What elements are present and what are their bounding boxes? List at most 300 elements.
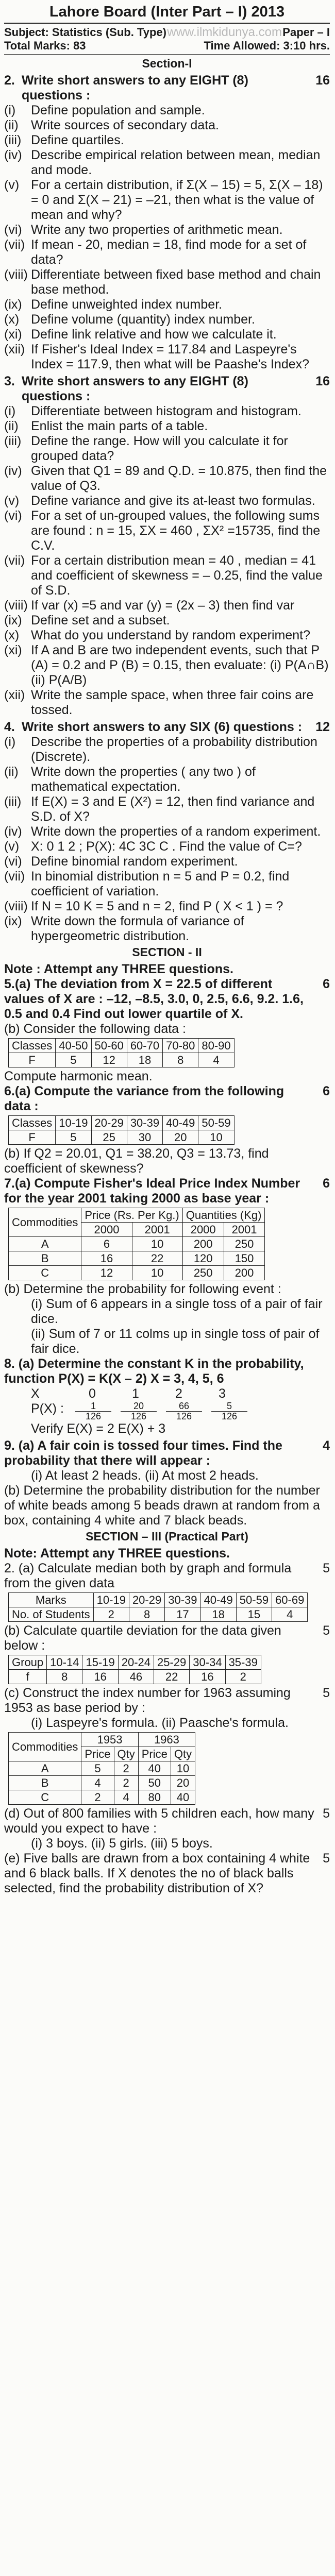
item-number: (xi): [4, 327, 22, 342]
table-cell: 25: [91, 1130, 127, 1145]
table-row: [9, 1761, 195, 1776]
table-cell: 30-39: [165, 1593, 200, 1607]
table-cell: 2: [114, 1761, 138, 1776]
table-cell: 6: [81, 1237, 132, 1251]
s3-q2b-marks: 5: [323, 1623, 330, 1638]
item-number: (vi): [4, 854, 22, 869]
table-cell: 50: [138, 1776, 171, 1790]
item-number: (x): [4, 312, 20, 327]
table-cell: C: [9, 1266, 81, 1280]
question-item: [4, 869, 330, 899]
paper-label: Paper – I: [282, 26, 330, 39]
question-number: 3.: [4, 374, 15, 388]
fraction-numerator: 1: [75, 1401, 111, 1412]
item-text: Write down the properties of a random experiment.: [31, 824, 321, 839]
table-cell: 8: [129, 1607, 164, 1622]
item-text: Write down the formula of variance of hypergeometric distribution.: [31, 914, 244, 943]
item-number: (vi): [4, 223, 22, 237]
item-text: Given that Q1 = 89 and Q.D. = 10.875, then find the value of Q3.: [31, 464, 327, 493]
question-title: Write short answers to any SIX (6) questions :: [22, 720, 303, 734]
table-cell: 2000: [81, 1223, 132, 1237]
table-cell: 18: [200, 1607, 236, 1622]
item-text: In binomial distribution n = 5 and P = 0.2, find coefficient of variation.: [31, 869, 290, 899]
s3-q2d-parts: (i) 3 boys. (ii) 5 girls. (iii) 5 boys.: [31, 1836, 213, 1851]
question-item: [4, 223, 330, 238]
fraction-numerator: 5: [211, 1401, 247, 1412]
table-cell: 12: [81, 1266, 132, 1280]
q7b-ii: (ii) Sum of 7 or 11 colms up in single toss of pair of fair dice.: [31, 1327, 320, 1356]
item-text: If Fisher's Ideal Index = 117.84 and Laspeyre's Index = 117.9, then what will be Paashe's Index?: [31, 342, 310, 371]
watermark: www.ilmkidunya.com: [167, 25, 282, 39]
section-2-note: Note : Attempt any THREE questions.: [4, 962, 233, 976]
q7b-i: (i) Sum of 6 appears in a single toss of a pair of fair dice.: [31, 1297, 323, 1326]
table-cell: 4: [198, 1053, 234, 1067]
table-cell: Price: [138, 1747, 171, 1761]
s3-q2a-text: 2. (a) Calculate median both by graph and formula from the given data: [4, 1561, 292, 1590]
table-header: Price (Rs. Per Kg.): [81, 1208, 182, 1223]
table-row: [9, 1790, 195, 1805]
fraction-denominator: 126: [130, 1411, 147, 1421]
item-text: Define link relative and how we calculate it.: [31, 327, 277, 342]
question-item: [4, 598, 330, 613]
q8-p-label: P(X) :: [31, 1401, 64, 1416]
table-cell: 5: [81, 1761, 114, 1776]
item-text: Define unweighted index number.: [31, 297, 223, 312]
item-text: For a certain distribution, if Σ(X – 15) = 5, Σ(X – 18) = 0 and Σ(X – 21) = –21, then what is the value of mean and why?: [31, 178, 323, 222]
item-number: (vii): [4, 553, 25, 568]
item-number: (viii): [4, 899, 28, 913]
s3-q2b-text: (b) Calculate quartile deviation for the data given below :: [4, 1623, 281, 1653]
s3-q2c-marks: 5: [323, 1686, 330, 1700]
question-item: [4, 267, 330, 297]
s3-q2e-text: (e) Five balls are drawn from a box containing 4 white and 6 black balls. If X denotes the no of black balls selected, find the probability distribution of X?: [4, 1851, 310, 1895]
q6a-table: [8, 1115, 234, 1145]
table-cell: 10: [171, 1761, 195, 1776]
question-item: [4, 688, 330, 718]
table-cell: 2: [225, 1670, 261, 1684]
question-item: [4, 914, 330, 944]
table-cell: 30: [127, 1130, 162, 1145]
total-marks: Total Marks: 83: [4, 39, 86, 52]
item-number: (viii): [4, 598, 28, 613]
q7a-block: [4, 1176, 330, 1206]
item-number: (iv): [4, 148, 22, 162]
question-marks: 12: [315, 720, 330, 734]
item-text: Define population and sample.: [31, 103, 205, 117]
table-cell: 20: [171, 1776, 195, 1790]
question-item: [4, 419, 330, 434]
item-text: Define volume (quantity) index number.: [31, 312, 255, 327]
question-item: [4, 434, 330, 464]
q8-probability-fraction: [166, 1401, 202, 1421]
q7a-text: 7.(a) Compute Fisher's Ideal Price Index Number for the year 2001 taking 2000 as base year :: [4, 1176, 300, 1206]
s3-q2e-block: [4, 1851, 330, 1896]
q7a-marks: 6: [323, 1176, 330, 1191]
s3-q2c-block: [4, 1686, 330, 1716]
item-number: (v): [4, 839, 20, 854]
table-cell: F: [9, 1130, 56, 1145]
item-number: (ii): [4, 118, 19, 132]
table-cell: 50-60: [91, 1039, 127, 1053]
q8-probability-fraction: [211, 1401, 247, 1421]
table-cell: 70-80: [163, 1039, 198, 1053]
item-number: (i): [4, 103, 16, 117]
table-cell: 15: [236, 1607, 272, 1622]
table-cell: 20: [163, 1130, 198, 1145]
item-text: What do you understand by random experiment?: [31, 628, 310, 642]
item-number: (v): [4, 178, 20, 192]
q6a-block: [4, 1084, 330, 1114]
q8-p-row: [4, 1401, 330, 1421]
q8a-text: 8. (a) Determine the constant K in the probability, function P(X) = K(X – 2) X = 3, 4, 5, 6: [4, 1357, 304, 1386]
table-cell: 50-59: [198, 1116, 234, 1130]
question-item: [4, 509, 330, 553]
question-3-header: [4, 374, 330, 404]
q8-x-value: 1: [132, 1386, 139, 1401]
item-number: (v): [4, 494, 20, 508]
fraction-numerator: 20: [121, 1401, 157, 1412]
item-number: (viii): [4, 267, 28, 282]
table-header: Commodities: [9, 1733, 81, 1761]
table-cell: 10: [132, 1237, 182, 1251]
table-cell: 10: [198, 1130, 234, 1145]
question-4-header: [4, 720, 330, 735]
table-cell: 4: [81, 1776, 114, 1790]
table-cell: Classes: [9, 1039, 56, 1053]
table-header: 1953: [81, 1733, 138, 1747]
item-number: (i): [4, 404, 16, 418]
q5a-marks: 6: [323, 977, 330, 991]
table-cell: 30-39: [127, 1116, 162, 1130]
table-cell: 40: [138, 1761, 171, 1776]
table-cell: Group: [9, 1655, 47, 1670]
table-header: 1963: [138, 1733, 195, 1747]
question-2-header: [4, 73, 330, 103]
table-row: [9, 1776, 195, 1790]
table-cell: 17: [165, 1607, 200, 1622]
s3-q2d-marks: 5: [323, 1806, 330, 1821]
table-cell: 20-24: [118, 1655, 154, 1670]
s3-q2a-block: [4, 1561, 330, 1591]
subject-label: Subject: Statistics (Sub. Type): [4, 26, 166, 39]
q6b-text: (b) If Q2 = 20.01, Q1 = 38.20, Q3 = 13.73, find coefficient of skewness?: [4, 1146, 269, 1176]
table-cell: Classes: [9, 1116, 56, 1130]
table-cell: 200: [182, 1237, 224, 1251]
table-cell: 2000: [182, 1223, 224, 1237]
table-cell: B: [9, 1251, 81, 1266]
s3-q2a-table: [8, 1592, 308, 1622]
q7-table: [8, 1208, 265, 1280]
question-item: [4, 613, 330, 628]
item-text: If A and B are two independent events, such that P (A) = 0.2 and P (B) = 0.15, then evaluate: (i) P(A∩B) (ii) P(A/B): [31, 643, 329, 687]
item-number: (ix): [4, 613, 22, 628]
table-cell: F: [9, 1053, 56, 1067]
item-number: (ii): [4, 765, 19, 779]
s3-q2c-text: (c) Construct the index number for 1963 assuming 1953 as base period by :: [4, 1686, 291, 1715]
table-cell: 2: [114, 1776, 138, 1790]
item-number: (vii): [4, 238, 25, 252]
table-cell: Qty: [114, 1747, 138, 1761]
table-cell: 16: [190, 1670, 225, 1684]
q9a-block: [4, 1438, 330, 1468]
item-number: (vi): [4, 509, 22, 523]
q8-verify: Verify E(X) = 2 E(X) + 3: [31, 1421, 166, 1436]
table-cell: 10-19: [56, 1116, 91, 1130]
table-cell: 18: [127, 1053, 162, 1067]
table-cell: 15-19: [82, 1655, 118, 1670]
time-allowed: Time Allowed: 3:10 hrs.: [204, 39, 330, 52]
q5a-text: 5.(a) The deviation from X = 22.5 of different values of X are : –12, –8.5, 3.0, 0, 2.5, 6.6, 9.2. 1.6, 0.5 and 0.4 Find out lower quartile of X.: [4, 977, 304, 1021]
s3-q2b-table: [8, 1655, 261, 1684]
table-cell: 20-29: [129, 1593, 164, 1607]
item-text: Define the range. How will you calculate it for grouped data?: [31, 434, 288, 463]
question-item: [4, 238, 330, 267]
question-item: [4, 178, 330, 223]
question-item: [4, 118, 330, 133]
question-item: [4, 464, 330, 494]
table-row: [9, 1251, 265, 1266]
table-cell: 150: [224, 1251, 265, 1266]
item-number: (i): [4, 735, 16, 749]
table-cell: 10-19: [93, 1593, 129, 1607]
table-cell: 16: [81, 1251, 132, 1266]
question-item: [4, 794, 330, 824]
q8-x-value: 0: [89, 1386, 96, 1401]
table-cell: 20-29: [91, 1116, 127, 1130]
question-4-items: [4, 735, 330, 944]
s3-q2e-marks: 5: [323, 1851, 330, 1866]
item-number: (xi): [4, 643, 22, 657]
question-item: [4, 327, 330, 342]
q8-x-value: 2: [175, 1386, 182, 1401]
question-item: [4, 735, 330, 765]
question-item: [4, 494, 330, 509]
item-text: Write down the properties ( any two ) of mathematical expectation.: [31, 765, 256, 794]
question-item: [4, 765, 330, 794]
s3-q2d-text: (d) Out of 800 families with 5 children each, how many would you expect to have :: [4, 1806, 314, 1836]
table-cell: 35-39: [225, 1655, 261, 1670]
item-text: Write sources of secondary data.: [31, 118, 219, 132]
q9a-marks: 4: [323, 1438, 330, 1453]
table-cell: 120: [182, 1251, 224, 1266]
item-number: (xii): [4, 688, 25, 702]
fraction-denominator: 126: [85, 1411, 102, 1421]
question-3-items: [4, 404, 330, 718]
item-text: Differentiate between fixed base method and chain base method.: [31, 267, 321, 297]
table-cell: Qty: [171, 1747, 195, 1761]
section-3-title: SECTION – III (Practical Part): [86, 1530, 248, 1543]
question-2-items: [4, 103, 330, 372]
table-header-row: [9, 1208, 265, 1223]
q8-probability-fraction: [75, 1401, 111, 1421]
table-cell: A: [9, 1761, 81, 1776]
q5b-table: [8, 1038, 234, 1067]
table-row: [9, 1607, 308, 1622]
table-cell: 80: [138, 1790, 171, 1805]
question-item: [4, 103, 330, 118]
q9b-text: (b) Determine the probability distribution for the number of white beads among 5 beads drawn at random from a box, containing 4 white and 7 black beads.: [4, 1483, 320, 1528]
s3-q2d-block: [4, 1806, 330, 1836]
question-item: [4, 312, 330, 327]
question-item: [4, 148, 330, 178]
exam-title: Lahore Board (Inter Part – I) 2013: [4, 3, 330, 24]
fraction-numerator: 66: [166, 1401, 202, 1412]
table-cell: 60-69: [272, 1593, 308, 1607]
table-cell: No. of Students: [9, 1607, 94, 1622]
item-text: If N = 10 K = 5 and n = 2, find P ( X < 1 ) = ?: [31, 899, 283, 913]
table-row: [9, 1593, 308, 1607]
table-cell: Price: [81, 1747, 114, 1761]
s3-q2c-parts: (i) Laspeyre's formula. (ii) Paasche's formula.: [31, 1716, 289, 1730]
q8-x-label: X: [31, 1386, 40, 1401]
q7b-text: (b) Determine the probability for following event :: [4, 1282, 281, 1296]
table-cell: 2: [81, 1790, 114, 1805]
section-1-title: Section-I: [142, 57, 192, 70]
table-cell: 40-49: [200, 1593, 236, 1607]
table-cell: 10: [132, 1266, 182, 1280]
item-text: X: 0 1 2 ; P(X): 4C 3C C . Find the value of C=?: [31, 839, 302, 854]
item-text: If mean - 20, median = 18, find mode for a set of data?: [31, 238, 307, 267]
q9a-text: 9. (a) A fair coin is tossed four times. Find the probability that there will appear :: [4, 1438, 282, 1468]
item-text: Write any two properties of arithmetic mean.: [31, 223, 283, 237]
q5b-ask: Compute harmonic mean.: [4, 1069, 153, 1083]
q8-probability-fraction: [121, 1401, 157, 1421]
q9a-parts: (i) At least 2 heads. (ii) At most 2 heads.: [31, 1468, 259, 1483]
table-cell: 2: [93, 1607, 129, 1622]
q6a-marks: 6: [323, 1084, 330, 1098]
q6a-text: 6.(a) Compute the variance from the following data :: [4, 1084, 284, 1113]
table-cell: 250: [182, 1266, 224, 1280]
question-item: [4, 553, 330, 598]
question-item: [4, 854, 330, 869]
item-number: (ii): [4, 419, 19, 433]
table-cell: C: [9, 1790, 81, 1805]
table-row: [9, 1237, 265, 1251]
item-text: If var (x) =5 and var (y) = (2x – 3) then find var: [31, 598, 295, 613]
item-number: (iii): [4, 133, 22, 147]
table-header: Commodities: [9, 1208, 81, 1237]
question-title: Write short answers to any EIGHT (8) questions :: [22, 73, 248, 103]
item-text: Define variance and give its at-least two formulas.: [31, 494, 315, 508]
table-header-row: [9, 1733, 195, 1747]
s3-q2a-marks: 5: [323, 1561, 330, 1575]
table-cell: 22: [154, 1670, 190, 1684]
table-cell: 12: [91, 1053, 127, 1067]
s3-q2b-block: [4, 1623, 330, 1653]
table-cell: 2001: [224, 1223, 265, 1237]
table-cell: 4: [114, 1790, 138, 1805]
table-cell: 10-14: [47, 1655, 82, 1670]
table-cell: 8: [163, 1053, 198, 1067]
s3-q2c-table: [8, 1732, 195, 1805]
question-item: [4, 628, 330, 643]
item-number: (x): [4, 628, 20, 642]
table-cell: 16: [82, 1670, 118, 1684]
question-item: [4, 133, 330, 148]
question-number: 4.: [4, 720, 15, 734]
item-number: (ix): [4, 914, 22, 928]
question-marks: 16: [315, 374, 330, 388]
fraction-denominator: 126: [176, 1411, 192, 1421]
item-text: Describe the properties of a probability distribution (Discrete).: [31, 735, 317, 764]
section-3-note: Note: Attempt any THREE questions.: [4, 1546, 230, 1561]
question-item: [4, 839, 330, 854]
table-cell: 40-50: [56, 1039, 91, 1053]
table-row: [9, 1266, 265, 1280]
table-cell: B: [9, 1776, 81, 1790]
table-cell: 22: [132, 1251, 182, 1266]
table-cell: 8: [47, 1670, 82, 1684]
item-number: (iii): [4, 794, 22, 809]
table-cell: 4: [272, 1607, 308, 1622]
question-number: 2.: [4, 73, 15, 88]
table-cell: 46: [118, 1670, 154, 1684]
table-cell: 80-90: [198, 1039, 234, 1053]
header-row-2: [4, 39, 330, 53]
item-text: For a set of un-grouped values, the following sums are found : n = 15, ΣX = 460 , ΣX² =15735, find the C.V.: [31, 509, 321, 553]
q5a-block: [4, 977, 330, 1022]
item-text: Define binomial random experiment.: [31, 854, 238, 869]
question-item: [4, 297, 330, 312]
fraction-denominator: 126: [221, 1411, 238, 1421]
item-text: Describe empirical relation between mean, median and mode.: [31, 148, 321, 177]
q8-x-value: 3: [219, 1386, 226, 1401]
question-item: [4, 342, 330, 372]
table-cell: 25-29: [154, 1655, 190, 1670]
item-text: Define set and a subset.: [31, 613, 170, 628]
table-row: [9, 1039, 234, 1053]
table-row: [9, 1053, 234, 1067]
question-item: [4, 899, 330, 914]
item-number: (xii): [4, 342, 25, 357]
table-row: [9, 1670, 261, 1684]
item-text: Enlist the main parts of a table.: [31, 419, 208, 433]
item-number: (ix): [4, 297, 22, 312]
table-cell: f: [9, 1670, 47, 1684]
table-cell: 250: [224, 1237, 265, 1251]
table-cell: 2001: [132, 1223, 182, 1237]
question-title: Write short answers to any EIGHT (8) questions :: [22, 374, 248, 403]
item-number: (iv): [4, 464, 22, 478]
table-cell: 5: [56, 1130, 91, 1145]
table-row: [9, 1116, 234, 1130]
item-number: (iv): [4, 824, 22, 839]
item-number: (vii): [4, 869, 25, 884]
item-text: Define quartiles.: [31, 133, 124, 147]
table-row: [9, 1655, 261, 1670]
question-item: [4, 643, 330, 688]
table-cell: Marks: [9, 1593, 94, 1607]
table-cell: A: [9, 1237, 81, 1251]
section-2-title: SECTION - II: [132, 945, 202, 959]
header-row-1: [4, 26, 330, 39]
table-header: Quantities (Kg): [182, 1208, 265, 1223]
table-cell: 40-49: [163, 1116, 198, 1130]
table-row: [9, 1130, 234, 1145]
item-text: Write the sample space, when three fair coins are tossed.: [31, 688, 314, 717]
divider: [4, 54, 330, 55]
question-item: [4, 404, 330, 419]
table-cell: 30-34: [190, 1655, 225, 1670]
item-text: For a certain distribution mean = 40 , median = 41 and coefficient of skewness = – 0.25, find the value of S.D.: [31, 553, 323, 598]
q8-x-row: [4, 1386, 330, 1401]
table-cell: 5: [56, 1053, 91, 1067]
table-cell: 50-59: [236, 1593, 272, 1607]
item-number: (iii): [4, 434, 22, 448]
q5b-text: (b) Consider the following data :: [4, 1022, 186, 1036]
table-cell: 60-70: [127, 1039, 162, 1053]
question-marks: 16: [315, 73, 330, 88]
